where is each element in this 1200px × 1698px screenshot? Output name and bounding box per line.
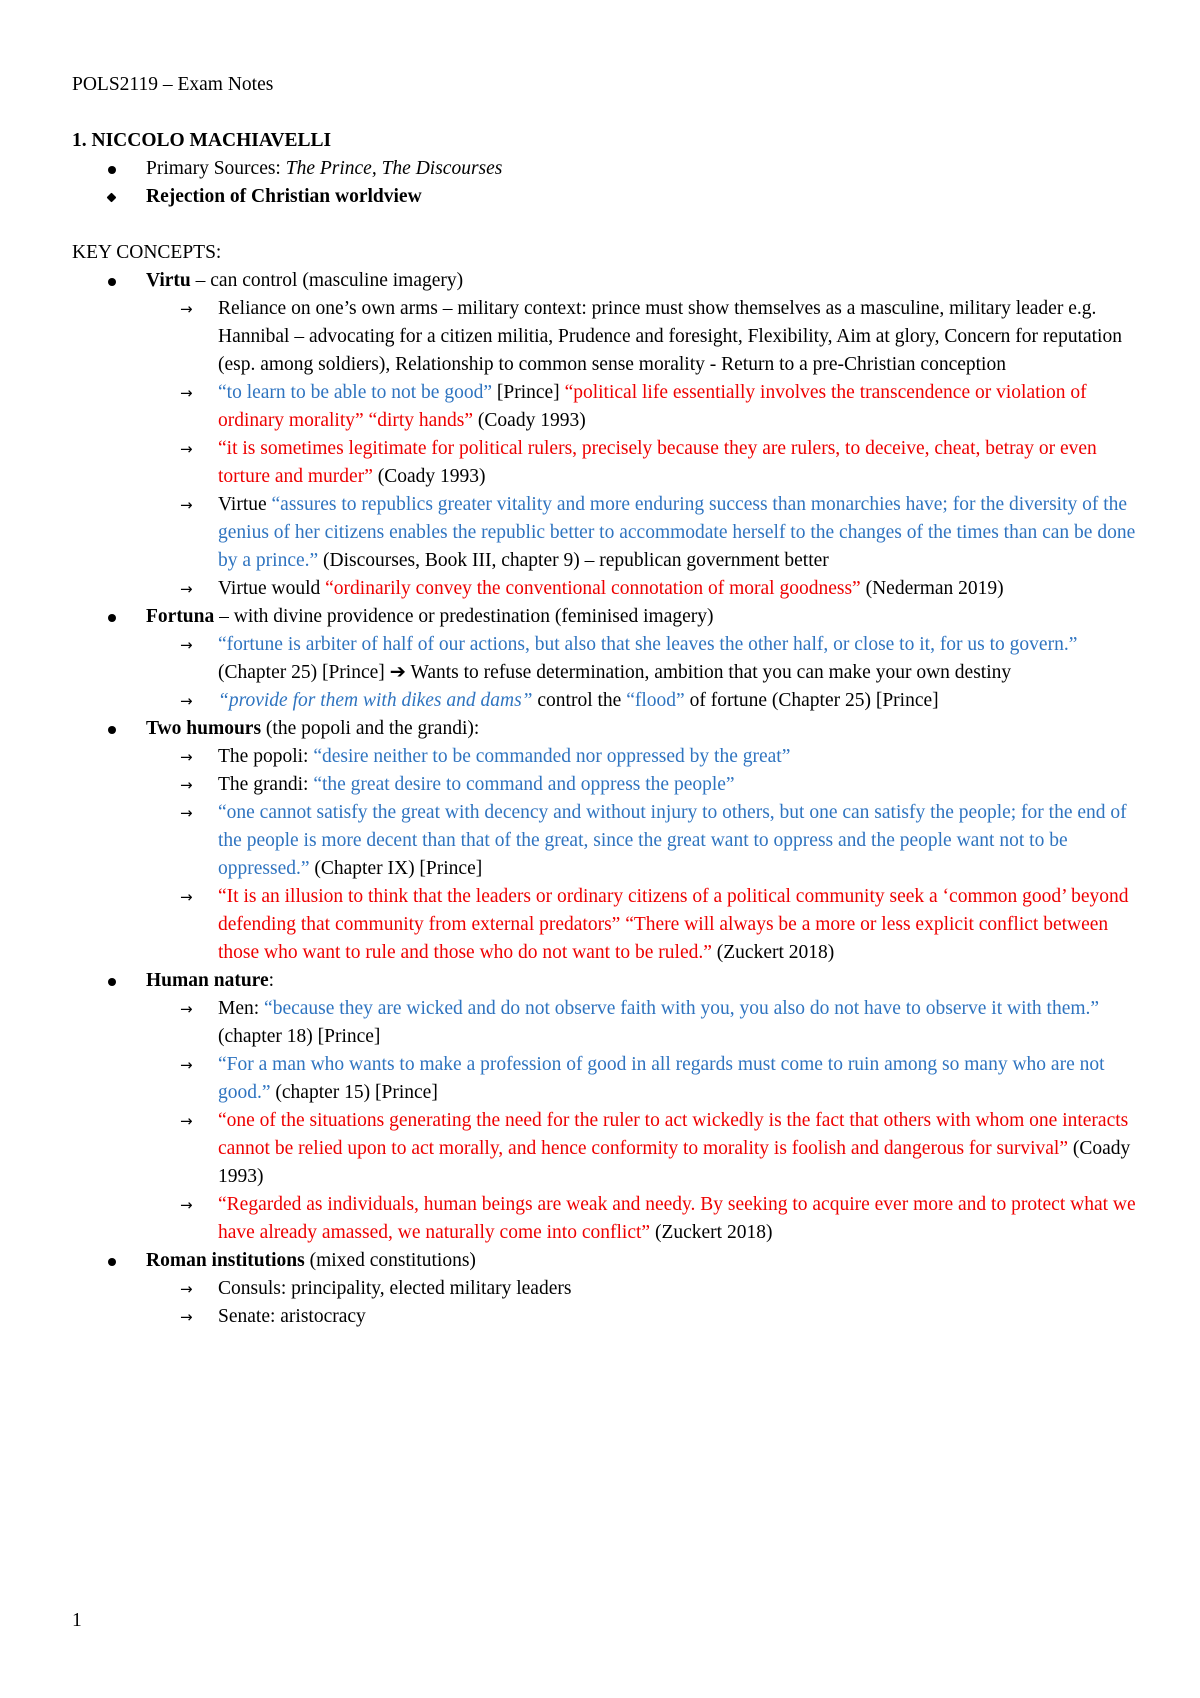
- bullet-icon: [108, 978, 116, 986]
- arrow-icon: →: [180, 384, 193, 402]
- list-item: → “Regarded as individuals, human beings are weak and needy. By seeking to acquire ever more and to protect what we have already amassed, we naturally come into conflict” (Zuckert 2018): [72, 1191, 1144, 1247]
- bullet-icon: [108, 614, 116, 622]
- list-item: → Virtue “assures to republics greater vitality and more enduring success than monarchies have; for the diversity of the genius of her citizens enables the republic better to accommodate herself to the changes of the times than can be done by a prince.” (Discourses, Book III, chapter 9) – republican government better: [72, 491, 1144, 575]
- intro-list: [72, 155, 1144, 211]
- list-item: → “It is an illusion to think that the leaders or ordinary citizens of a political community seek a ‘common good’ beyond defending that community from external predators” “There will always be a more or less explicit conflict between those who want to rule and those who do not want to be ruled.” (Zuckert 2018): [72, 883, 1144, 967]
- list-item: → Virtue would “ordinarily convey the conventional connotation of moral goodness” (Nederman 2019): [72, 575, 1144, 603]
- arrow-icon: →: [180, 1056, 193, 1074]
- list-item: → “it is sometimes legitimate for political rulers, precisely because they are rulers, to deceive, cheat, betray or even torture and murder” (Coady 1993): [72, 435, 1144, 491]
- document-header: POLS2119 – Exam Notes: [72, 74, 274, 95]
- humours-sublist: [146, 743, 1144, 967]
- arrow-icon: →: [180, 496, 193, 514]
- arrow-icon: →: [180, 692, 193, 710]
- list-item: → The popoli: “desire neither to be commanded nor oppressed by the great”: [72, 743, 1144, 771]
- arrow-icon: →: [180, 580, 193, 598]
- list-item: → “fortune is arbiter of half of our actions, but also that she leaves the other half, or close to it, for us to govern.” (Chapter 25) [Prince] ➔ Wants to refuse determination, ambition that you can make your own destiny: [72, 631, 1144, 687]
- arrow-icon: →: [180, 1308, 193, 1326]
- arrow-icon: →: [180, 440, 193, 458]
- page-number: 1: [72, 1610, 82, 1631]
- arrow-icon: →: [180, 1280, 193, 1298]
- list-item: → The grandi: “the great desire to command and oppress the people”: [72, 771, 1144, 799]
- bullet-icon: [108, 278, 116, 286]
- virtu-sublist: [146, 295, 1144, 603]
- bullet-icon: [108, 1258, 116, 1266]
- list-item: → “provide for them with dikes and dams” control the “flood” of fortune (Chapter 25) [Prince]: [72, 687, 1144, 715]
- section-title: 1. NICCOLO MACHIAVELLI: [72, 130, 332, 151]
- concepts-list: [72, 267, 1144, 1331]
- list-item: Rejection of Christian worldview: [72, 183, 1144, 211]
- arrow-icon: →: [180, 300, 193, 318]
- concept-roman-institutions: Roman institutions (mixed constitutions) → Consuls: principality, elected military leaders → Senate: aristocracy: [72, 1247, 1144, 1331]
- list-item: → “to learn to be able to not be good” [Prince] “political life essentially involves the transcendence or violation of ordinary morality” “dirty hands” (Coady 1993): [72, 379, 1144, 435]
- key-concepts-heading: KEY CONCEPTS:: [72, 242, 222, 263]
- fortuna-sublist: [146, 631, 1144, 715]
- list-item: Primary Sources: The Prince, The Discourses: [72, 155, 1144, 183]
- concept-fortuna: Fortuna – with divine providence or predestination (feminised imagery) → “fortune is arbiter of half of our actions, but also that she leaves the other half, or close to it, for us to govern.” (Chapter 25) [Prince] ➔ Wants to refuse determination, ambition that you can make your own destiny → “provide for them with dikes and dams” control the “flood” of fortune (Chapter 25) [Prince]: [72, 603, 1144, 715]
- bullet-icon: [107, 193, 117, 203]
- list-item: → “For a man who wants to make a profession of good in all regards must come to ruin among so many who are not good.” (chapter 15) [Prince]: [72, 1051, 1144, 1107]
- arrow-icon: →: [180, 804, 193, 822]
- arrow-icon: →: [180, 748, 193, 766]
- arrow-icon: →: [180, 1000, 193, 1018]
- list-item: → Senate: aristocracy: [72, 1303, 1144, 1331]
- list-item: → “one cannot satisfy the great with decency and without injury to others, but one can satisfy the people; for the end of the people is more decent than that of the great, since the great want to oppress and the people want not to be oppressed.” (Chapter IX) [Prince]: [72, 799, 1144, 883]
- bullet-icon: [108, 166, 116, 174]
- arrow-icon: →: [180, 888, 193, 906]
- concept-virtu: Virtu – can control (masculine imagery) → Reliance on one’s own arms – military context: prince must show themselves as a masculine, military leader e.g. Hannibal – advocating for a citizen militia, Prudence and foresight, Flexibility, Aim at glory, Concern for reputation (esp. among soldiers), Relationship to common sense morality - Return to a pre-Christian conception → “to learn to be able to not be good” [Prince] “political life essentially involves the transcendence or violation of ordinary morality” “dirty hands” (Coady 1993) → “it is sometimes legitimate for political rulers, precisely because they are rulers, to deceive, cheat, betray or even torture and murder” (Coady 1993) → Virtue “assures to republics greater vitality and more enduring success than monarchies have; for the diversity of the genius of her citizens enables the republic better to accommodate herself to the changes of the times than can be done by a prince.” (Discourses, Book III, chapter 9) – republican government better → Virtue would “ordinarily convey the conventional connotation of moral goodness” (Nederman 2019): [72, 267, 1144, 603]
- arrow-icon: →: [180, 1112, 193, 1130]
- document-body: [72, 71, 1144, 1331]
- list-item: → Men: “because they are wicked and do not observe faith with you, you also do not have to observe it with them.” (chapter 18) [Prince]: [72, 995, 1144, 1051]
- arrow-icon: →: [180, 1196, 193, 1214]
- concept-human-nature: Human nature: → Men: “because they are wicked and do not observe faith with you, you also do not have to observe it with them.” (chapter 18) [Prince] → “For a man who wants to make a profession of good in all regards must come to ruin among so many who are not good.” (chapter 15) [Prince] → “one of the situations generating the need for the ruler to act wickedly is the fact that others with whom one interacts cannot be relied upon to act morally, and hence conformity to morality is foolish and dangerous for survival” (Coady 1993) → “Regarded as individuals, human beings are weak and needy. By seeking to acquire ever more and to protect what we have already amassed, we naturally come into conflict” (Zuckert 2018): [72, 967, 1144, 1247]
- arrow-icon: →: [180, 636, 193, 654]
- list-item: → Reliance on one’s own arms – military context: prince must show themselves as a masculine, military leader e.g. Hannibal – advocating for a citizen militia, Prudence and foresight, Flexibility, Aim at glory, Concern for reputation (esp. among soldiers), Relationship to common sense morality - Return to a pre-Christian conception: [72, 295, 1144, 379]
- concept-two-humours: Two humours (the popoli and the grandi): → The popoli: “desire neither to be commanded nor oppressed by the great” → The grandi: “the great desire to command and oppress the people” → “one cannot satisfy the great with decency and without injury to others, but one can satisfy the people; for the end of the people is more decent than that of the great, since the great want to oppress and the people want not to be oppressed.” (Chapter IX) [Prince] → “It is an illusion to think that the leaders or ordinary citizens of a political community seek a ‘common good’ beyond defending that community from external predators” “There will always be a more or less explicit conflict between those who want to rule and those who do not want to be ruled.” (Zuckert 2018): [72, 715, 1144, 967]
- list-item: → “one of the situations generating the need for the ruler to act wickedly is the fact that others with whom one interacts cannot be relied upon to act morally, and hence conformity to morality is foolish and dangerous for survival” (Coady 1993): [72, 1107, 1144, 1191]
- arrow-icon: →: [180, 776, 193, 794]
- human-nature-sublist: [146, 995, 1144, 1247]
- list-item: → Consuls: principality, elected military leaders: [72, 1275, 1144, 1303]
- roman-sublist: [146, 1275, 1144, 1331]
- bullet-icon: [108, 726, 116, 734]
